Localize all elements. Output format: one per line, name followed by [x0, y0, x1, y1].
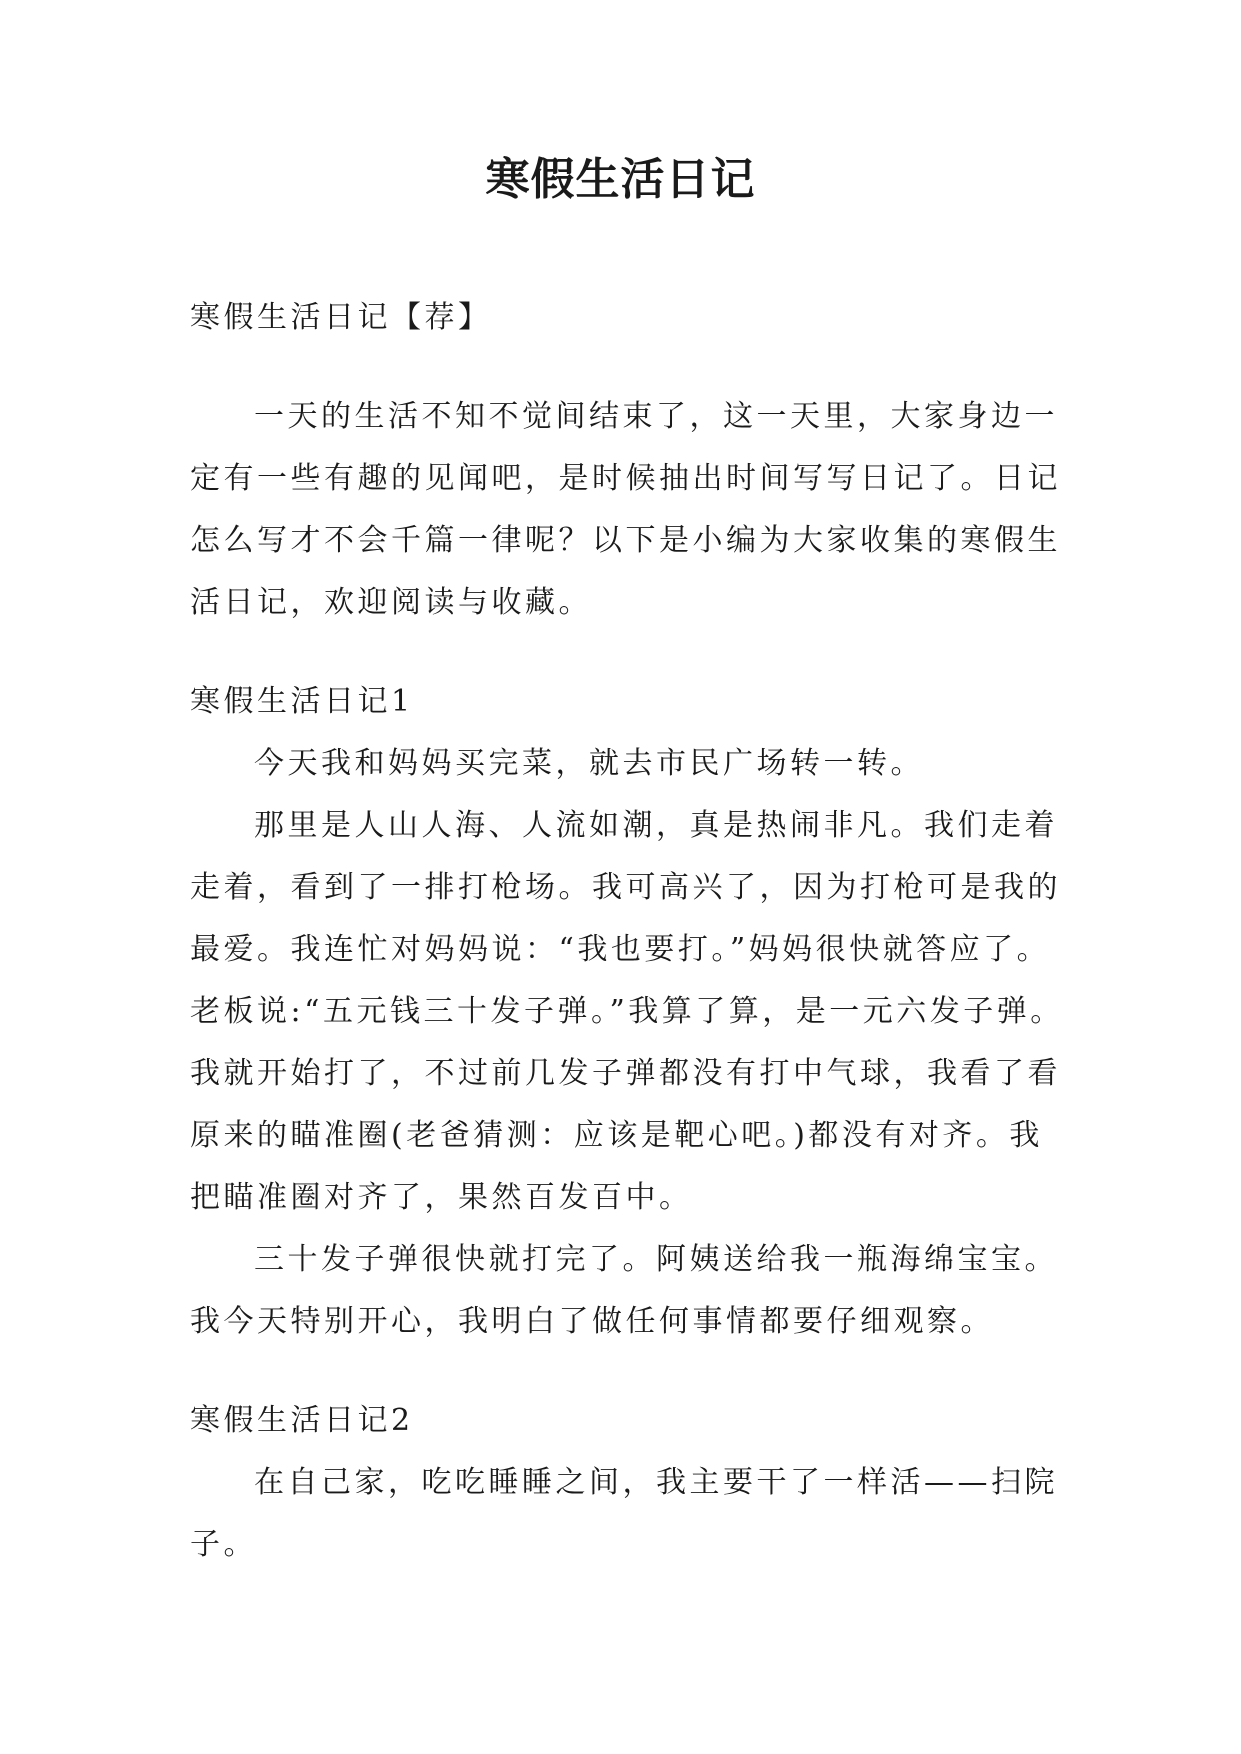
body-paragraph: 那里是人山人海、人流如潮，真是热闹非凡。我们走着走着，看到了一排打枪场。我可高兴了，因为打枪可是我的最爱。我连忙对妈妈说：“我也要打。”妈妈很快就答应了。老板说:“五元钱三十发子弹。”我算了算，是一元六发子弹。我就开始打了，不过前几发子弹都没有打中气球，我看了看原来的瞄准圈(老爸猜测：应该是靶心吧。)都没有对齐。我把瞄准圈对齐了，果然百发百中。	[190, 808, 1064, 1215]
body-paragraph: 在自己家，吃吃睡睡之间，我主要干了一样活——扫院子。	[190, 1465, 1058, 1562]
document-subtitle: 寒假生活日记【荐】	[190, 300, 492, 335]
body-paragraph: 今天我和妈妈买完菜，就去市民广场转一转。	[254, 746, 924, 781]
section-heading: 寒假生活日记2	[190, 1403, 414, 1438]
body-paragraph: 三十发子弹很快就打完了。阿姨送给我一瓶海绵宝宝。我今天特别开心，我明白了做任何事情都要仔细观察。	[190, 1242, 1058, 1339]
section-heading: 寒假生活日记1	[190, 684, 414, 719]
intro-paragraph: 一天的生活不知不觉间结束了，这一天里，大家身边一定有一些有趣的见闻吧，是时候抽出时间写写日记了。日记怎么写才不会千篇一律呢？以下是小编为大家收集的寒假生活日记，欢迎阅读与收藏。	[190, 399, 1061, 620]
document-body	[190, 287, 1070, 1576]
document-title: 寒假生活日记	[485, 154, 756, 205]
